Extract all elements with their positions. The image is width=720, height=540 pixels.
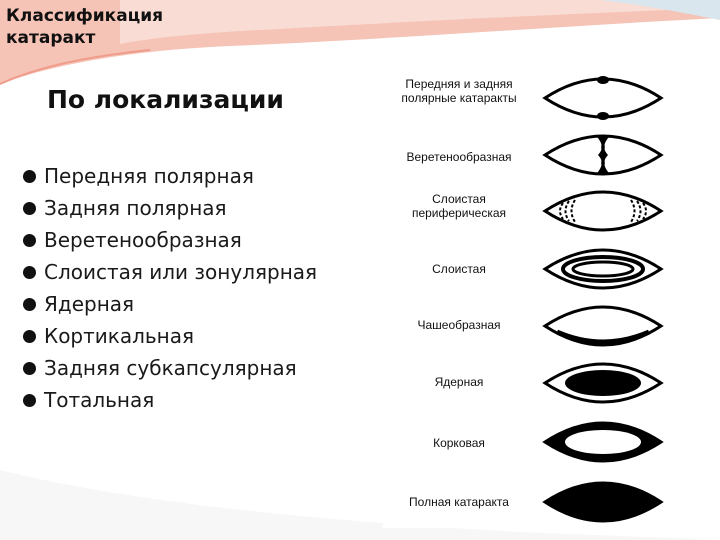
bullet-icon xyxy=(23,330,36,343)
lens-label xyxy=(409,495,509,509)
lens-polar-icon xyxy=(545,76,661,120)
bullet-list xyxy=(20,160,317,416)
cataract-types-figure xyxy=(383,66,683,528)
lens-label-line: Слоистая xyxy=(432,192,486,206)
bullet-text: Тотальная xyxy=(44,388,155,412)
bullet-text: Задняя субкапсулярная xyxy=(44,356,297,380)
bullet-text: Передняя полярная xyxy=(44,164,254,188)
bullet-item xyxy=(20,288,317,320)
lens-label-line: полярные катаракты xyxy=(401,91,517,105)
lens-label-line: Ядерная xyxy=(434,375,484,389)
lens-layered-icon xyxy=(545,250,661,288)
lens-label xyxy=(417,318,500,332)
bullet-item xyxy=(20,320,317,352)
lens-nuclear-icon xyxy=(545,364,661,402)
bullet-icon xyxy=(23,298,36,311)
bullet-icon xyxy=(23,202,36,215)
lens-label-line: периферическая xyxy=(411,206,507,220)
bullet-item xyxy=(20,192,317,224)
lens-total-icon xyxy=(545,483,661,521)
lens-label-line: Передняя и задняя xyxy=(405,77,513,91)
bullet-icon xyxy=(23,234,36,247)
bullet-text: Кортикальная xyxy=(44,324,195,348)
lens-cup-icon xyxy=(545,307,661,345)
lens-cortical-icon xyxy=(545,423,661,461)
bullet-item xyxy=(20,384,317,416)
section-subtitle: По локализации xyxy=(47,85,284,114)
lens-label-line: Чашеобразная xyxy=(417,318,501,332)
lens-label xyxy=(432,262,486,276)
bullet-icon xyxy=(23,362,36,375)
bullet-text: Задняя полярная xyxy=(44,196,227,220)
cataract-diagram xyxy=(383,66,683,528)
slide-title-line-2: катаракт xyxy=(6,28,96,48)
lens-label-line: Веретенообразная xyxy=(406,150,512,164)
bullet-item xyxy=(20,352,317,384)
bullet-icon xyxy=(23,394,36,407)
lens-label xyxy=(435,375,484,389)
bullet-item xyxy=(20,256,317,288)
bullet-item xyxy=(20,160,317,192)
bullet-text: Веретенообразная xyxy=(44,228,242,252)
bullet-icon xyxy=(23,170,36,183)
bullet-text: Ядерная xyxy=(44,292,135,316)
lens-label xyxy=(412,192,506,220)
bullet-text: Слоистая или зонулярная xyxy=(44,260,318,284)
lens-layered-peripheral-icon xyxy=(545,192,661,230)
bullet-icon xyxy=(23,266,36,279)
lens-label xyxy=(406,150,511,164)
lens-fusiform-icon xyxy=(545,136,661,174)
lens-label xyxy=(401,77,516,105)
lens-label-line: Полная катаракта xyxy=(409,495,509,509)
lens-label-line: Слоистая xyxy=(432,262,486,276)
slide-title xyxy=(6,5,163,49)
lens-label-line: Корковая xyxy=(433,436,485,450)
lens-label xyxy=(433,436,485,450)
slide-title-line-1: Классификация xyxy=(6,6,164,26)
bullet-item xyxy=(20,224,317,256)
